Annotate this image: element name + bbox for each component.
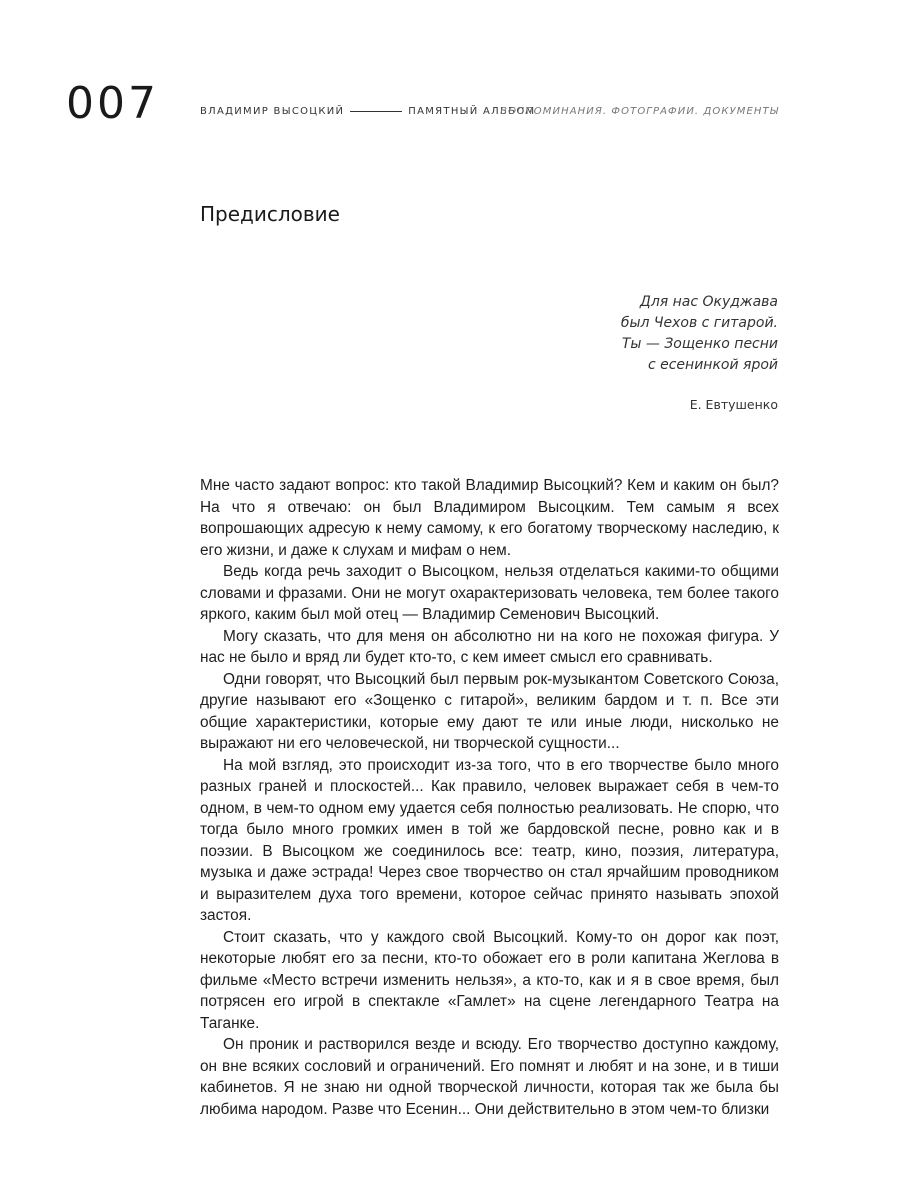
paragraph: На мой взгляд, это происходит из-за того, что в его творчестве было много разных граней и плоскостей... Как правило, человек выражает себя в чем-то одном, в чем-то одном ему удается себя полностью реализовать. Не спорю, что тогда было много громких имен в той же бардовской песне, ровно как и в поэзии. В Высоцком же соединилось все: театр, кино, поэзия, литература, музыка и даже эстрада! Через свое творчество он стал ярчайшим проводником и выразителем духа того времени, которое сейчас принято называть эпохой застоя. [200, 756, 779, 924]
running-head-divider [350, 111, 402, 112]
epigraph [621, 292, 778, 376]
running-head [200, 106, 535, 117]
paragraph: Стоит сказать, что у каждого свой Высоцкий. Кому-то он дорог как поэт, некоторые любят его за песни, кто-то обожает его в роли капитана Жеглова в фильме «Место встречи изменить нельзя», а кто-то, как и я в свое время, был потрясен его игрой в спектакле «Гамлет» на сцене легендарного Театра на Таганке. [200, 928, 779, 1032]
paragraph: Он проник и растворился везде и всюду. Его творчество доступно каждому, он вне всяких сословий и ограничений. Его помнят и любят и на зоне, и в тиши кабинетов. Я не знаю ни одной творческой личности, которая так же была бы любима народом. Разве что Есенин... Они действительно в этом чем-то близки [200, 1036, 779, 1118]
paragraph: Мне часто задают вопрос: кто такой Владимир Высоцкий? Кем и каким он был? На что я отвечаю: он был Владимиром Высоцким. Тем самым я всех вопрошающих адресую к нему самому, к его богатому творческому наследию, к его жизни, и даже к слухам и мифам о нем. [200, 477, 779, 559]
paragraph: Одни говорят, что Высоцкий был первым рок-музыкантом Советского Союза, другие называют его «Зощенко с гитарой», великим бардом и т. п. Все эти общие характеристики, которые ему дают те или иные люди, нисколько не выражают ни его человеческой, ни творческой сущности... [200, 670, 779, 752]
running-head-subtitle: ВОСПОМИНАНИЯ. ФОТОГРАФИИ. ДОКУМЕНТЫ [500, 106, 779, 117]
epigraph-line: Для нас Окуджава [639, 294, 778, 310]
running-head-title: ПАМЯТНЫЙ АЛЬБОМ [408, 106, 536, 117]
epigraph-line: Ты — Зощенко песни [621, 336, 778, 352]
running-head-author: ВЛАДИМИР ВЫСОЦКИЙ [200, 106, 345, 117]
paragraph: Могу сказать, что для меня он абсолютно ни на кого не похожая фигура. У нас не было и вряд ли будет кто-то, с кем имеет смысл его сравнивать. [200, 627, 779, 666]
epigraph-line: с есенинкой ярой [647, 357, 778, 373]
paragraph: Ведь когда речь заходит о Высоцком, нельзя отделаться какими-то общими словами и фразами. Они не могут охарактеризовать человека, тем более такого яркого, каким был мой отец — Владимир Семенович Высоцкий. [200, 563, 779, 623]
body-text [200, 475, 779, 1120]
section-title: Предисловие [200, 202, 340, 226]
epigraph-line: был Чехов с гитарой. [620, 315, 778, 331]
epigraph-author: Е. Евтушенко [689, 397, 778, 412]
page-number: 007 [66, 78, 159, 129]
